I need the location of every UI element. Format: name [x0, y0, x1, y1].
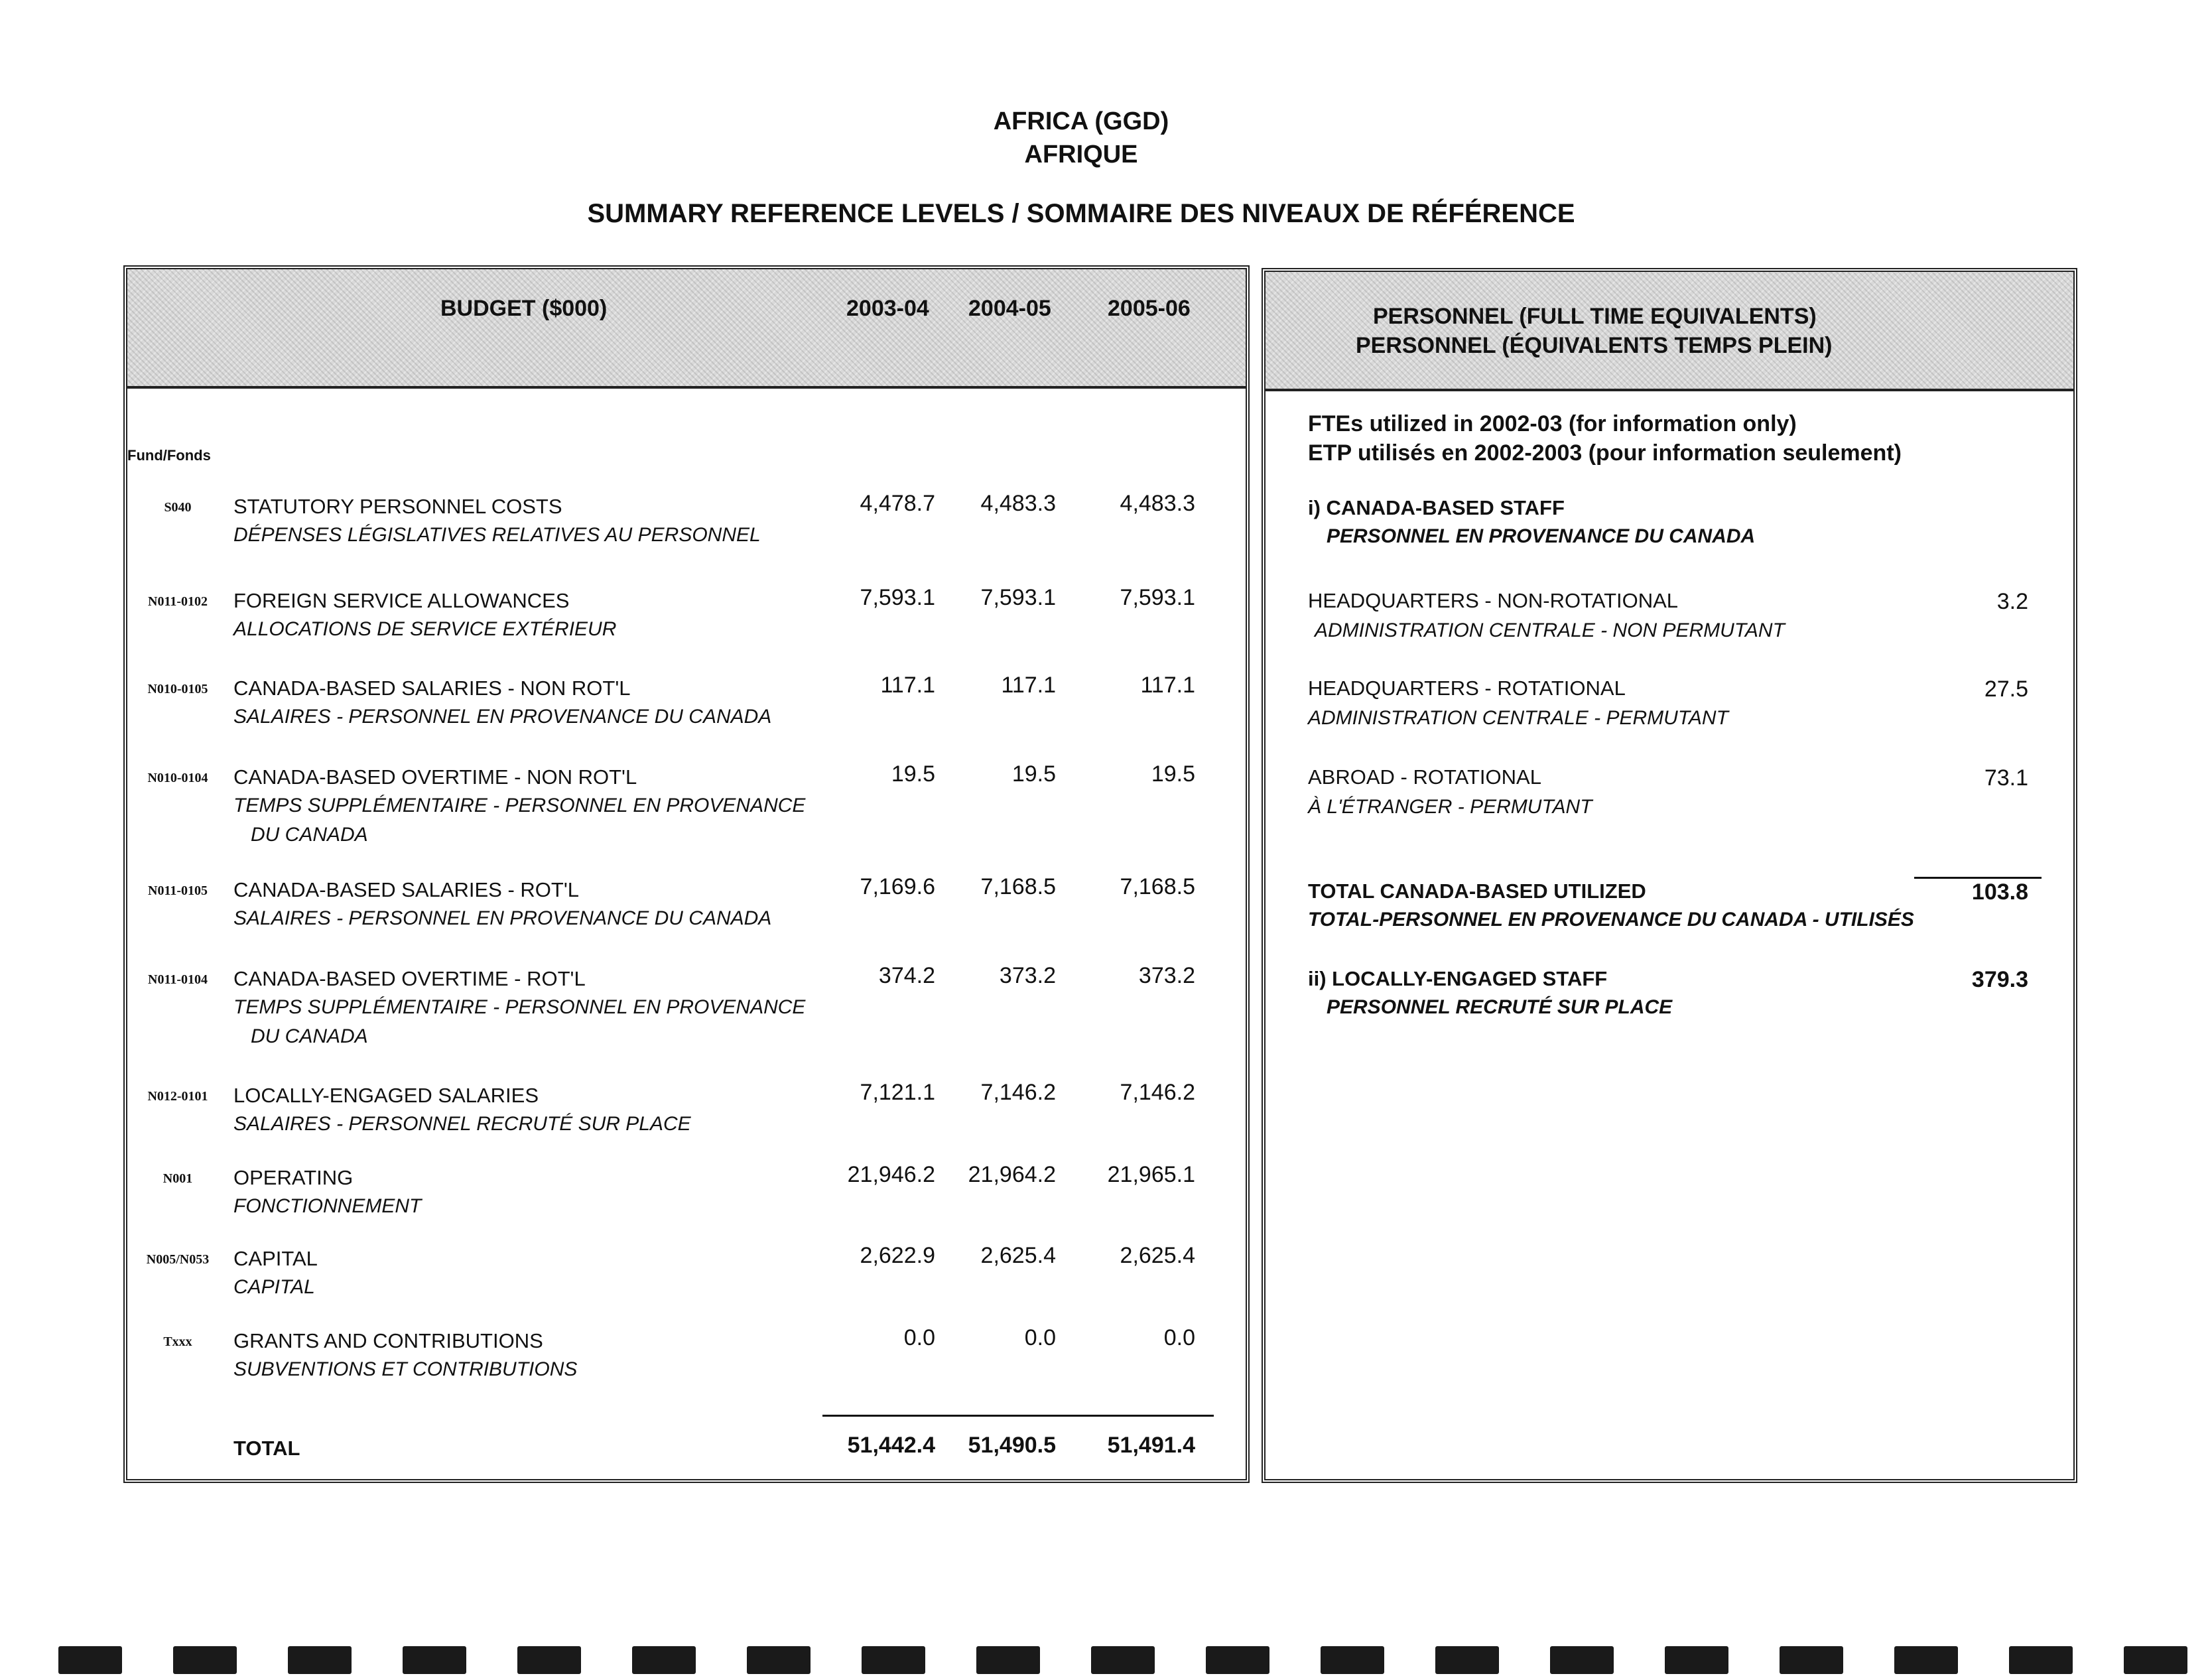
line-item-fr: CAPITAL [233, 1276, 315, 1298]
value-2003-04: 19.5 [891, 761, 935, 787]
fte-row-3-fr: À L'ÉTRANGER - PERMUTANT [1308, 796, 1592, 818]
line-item-en: STATUTORY PERSONNEL COSTS [233, 495, 562, 518]
edge-dash-mark [976, 1646, 1040, 1674]
total-rule [822, 1415, 1214, 1417]
year-col-3: 2005-06 [1108, 296, 1191, 321]
value-2004-05: 7,593.1 [980, 585, 1056, 610]
value-2004-05: 2,625.4 [980, 1243, 1056, 1268]
budget-total-2005: 51,491.4 [1107, 1433, 1195, 1458]
fund-code: N010-0105 [147, 682, 208, 696]
fund-column-label: Fund/Fonds [127, 447, 211, 464]
value-2004-05: 373.2 [999, 963, 1056, 988]
line-item-en: CANADA-BASED OVERTIME - NON ROT'L [233, 765, 637, 789]
personnel-header-fr: PERSONNEL (ÉQUIVALENTS TEMPS PLEIN) [1356, 333, 1833, 358]
line-item-fr: SALAIRES - PERSONNEL EN PROVENANCE DU CANADA [233, 706, 772, 728]
line-item-fr: DÉPENSES LÉGISLATIVES RELATIVES AU PERSONNEL [233, 524, 761, 546]
fte-intro-fr: ETP utilisés en 2002-2003 (pour information seulement) [1308, 440, 1902, 466]
value-2003-04: 21,946.2 [847, 1162, 935, 1187]
year-col-1: 2003-04 [846, 296, 929, 321]
fund-code: N011-0102 [148, 594, 208, 609]
personnel-header-en: PERSONNEL (FULL TIME EQUIVALENTS) [1373, 304, 1817, 329]
fte-row-2-en: HEADQUARTERS - ROTATIONAL [1308, 677, 1626, 700]
value-2003-04: 0.0 [903, 1325, 935, 1350]
fte-row-3-en: ABROAD - ROTATIONAL [1308, 765, 1541, 789]
edge-dash-mark [1665, 1646, 1728, 1674]
edge-dash-mark [517, 1646, 581, 1674]
fund-code: N012-0101 [147, 1089, 208, 1104]
value-2005-06: 7,146.2 [1120, 1080, 1195, 1105]
budget-total-2003: 51,442.4 [847, 1433, 935, 1458]
local-staff-value: 379.3 [1971, 967, 2028, 992]
value-2005-06: 21,965.1 [1107, 1162, 1195, 1187]
fte-row-1-fr: ADMINISTRATION CENTRALE - NON PERMUTANT [1315, 619, 1785, 641]
value-2003-04: 374.2 [878, 963, 935, 988]
line-item-fr: TEMPS SUPPLÉMENTAIRE - PERSONNEL EN PROVENANCE [233, 795, 806, 816]
line-item-en: LOCALLY-ENGAGED SALARIES [233, 1084, 539, 1107]
fund-code: N011-0104 [148, 972, 208, 987]
value-2005-06: 4,483.3 [1120, 491, 1195, 516]
line-item-en: CANADA-BASED SALARIES - ROT'L [233, 878, 579, 901]
value-2003-04: 117.1 [880, 673, 935, 698]
line-item-fr: SUBVENTIONS ET CONTRIBUTIONS [233, 1358, 578, 1380]
line-item-en: CANADA-BASED OVERTIME - ROT'L [233, 967, 586, 990]
fte-row-1-en: HEADQUARTERS - NON-ROTATIONAL [1308, 589, 1679, 612]
year-col-2: 2004-05 [968, 296, 1051, 321]
edge-dash-mark [1091, 1646, 1155, 1674]
local-staff-heading-fr: PERSONNEL RECRUTÉ SUR PLACE [1327, 996, 1673, 1018]
fte-row-3-value: 73.1 [1984, 765, 2028, 791]
edge-dash-mark [862, 1646, 925, 1674]
fte-row-2-fr: ADMINISTRATION CENTRALE - PERMUTANT [1308, 707, 1728, 729]
personnel-panel-header [1266, 272, 2073, 391]
line-item-fr: SALAIRES - PERSONNEL RECRUTÉ SUR PLACE [233, 1113, 691, 1135]
value-2004-05: 0.0 [1024, 1325, 1056, 1350]
fte-intro-en: FTEs utilized in 2002-03 (for information only) [1308, 411, 1797, 436]
fund-code: Txxx [163, 1334, 192, 1349]
fund-code: N001 [162, 1171, 193, 1186]
value-2003-04: 7,593.1 [860, 585, 935, 610]
value-2004-05: 21,964.2 [968, 1162, 1056, 1187]
value-2004-05: 19.5 [1011, 761, 1056, 787]
edge-dash-mark [58, 1646, 122, 1674]
edge-dash-mark [2124, 1646, 2187, 1674]
budget-header-label: BUDGET ($000) [440, 296, 608, 321]
edge-dash-mark [1780, 1646, 1843, 1674]
line-item-en: FOREIGN SERVICE ALLOWANCES [233, 589, 570, 612]
fund-code: N010-0104 [147, 771, 208, 785]
canada-staff-heading-fr: PERSONNEL EN PROVENANCE DU CANADA [1327, 525, 1756, 547]
value-2005-06: 19.5 [1151, 761, 1195, 787]
value-2005-06: 373.2 [1138, 963, 1195, 988]
budget-panel-header [127, 269, 1246, 389]
line-item-fr-cont: DU CANADA [251, 1025, 368, 1047]
canada-staff-heading: i) CANADA-BASED STAFF [1308, 496, 1565, 519]
edge-dash-mark [1206, 1646, 1269, 1674]
edge-dash-mark [1435, 1646, 1499, 1674]
document-subtitle: AFRIQUE [1024, 141, 1138, 168]
edge-dash-mark [2009, 1646, 2073, 1674]
value-2004-05: 7,146.2 [980, 1080, 1056, 1105]
value-2005-06: 7,593.1 [1120, 585, 1195, 610]
line-item-en: CANADA-BASED SALARIES - NON ROT'L [233, 677, 631, 700]
edge-dash-mark [173, 1646, 237, 1674]
value-2005-06: 7,168.5 [1120, 874, 1195, 899]
line-item-fr: SALAIRES - PERSONNEL EN PROVENANCE DU CANADA [233, 907, 772, 929]
line-item-en: OPERATING [233, 1166, 354, 1189]
edge-dash-mark [288, 1646, 352, 1674]
value-2003-04: 7,169.6 [860, 874, 935, 899]
fte-total-value: 103.8 [1971, 879, 2028, 905]
edge-dash-mark [747, 1646, 811, 1674]
local-staff-heading: ii) LOCALLY-ENGAGED STAFF [1308, 967, 1608, 990]
value-2003-04: 7,121.1 [860, 1080, 935, 1105]
value-2005-06: 0.0 [1163, 1325, 1195, 1350]
document-title: AFRICA (GGD) [993, 107, 1169, 135]
value-2003-04: 2,622.9 [860, 1243, 935, 1268]
fte-total-en: TOTAL CANADA-BASED UTILIZED [1308, 879, 1646, 903]
fund-code: S040 [164, 500, 192, 515]
fte-row-2-value: 27.5 [1984, 677, 2028, 702]
line-item-fr-cont: DU CANADA [251, 824, 368, 846]
value-2003-04: 4,478.7 [860, 491, 935, 516]
line-item-fr: ALLOCATIONS DE SERVICE EXTÉRIEUR [233, 618, 617, 640]
summary-heading: SUMMARY REFERENCE LEVELS / SOMMAIRE DES NIVEAUX DE RÉFÉRENCE [587, 199, 1575, 228]
fund-code: N005/N053 [146, 1252, 210, 1267]
edge-dash-mark [403, 1646, 466, 1674]
value-2004-05: 4,483.3 [980, 491, 1056, 516]
line-item-en: CAPITAL [233, 1247, 318, 1270]
edge-dash-mark [632, 1646, 696, 1674]
line-item-fr: FONCTIONNEMENT [233, 1195, 422, 1217]
value-2004-05: 117.1 [1001, 673, 1056, 698]
value-2004-05: 7,168.5 [980, 874, 1056, 899]
edge-dash-mark [1321, 1646, 1384, 1674]
fte-total-fr: TOTAL-PERSONNEL EN PROVENANCE DU CANADA - UTILISÉS [1308, 909, 1914, 931]
line-item-en: GRANTS AND CONTRIBUTIONS [233, 1329, 543, 1352]
line-item-fr: TEMPS SUPPLÉMENTAIRE - PERSONNEL EN PROVENANCE [233, 996, 806, 1018]
edge-dash-mark [1894, 1646, 1958, 1674]
budget-total-2004: 51,490.5 [968, 1433, 1056, 1458]
value-2005-06: 2,625.4 [1120, 1243, 1195, 1268]
fte-row-1-value: 3.2 [1996, 589, 2028, 614]
budget-total-label: TOTAL [233, 1437, 300, 1460]
fte-total-rule [1914, 877, 2042, 879]
edge-dash-mark [1550, 1646, 1614, 1674]
value-2005-06: 117.1 [1140, 673, 1195, 698]
fund-code: N011-0105 [148, 883, 208, 898]
